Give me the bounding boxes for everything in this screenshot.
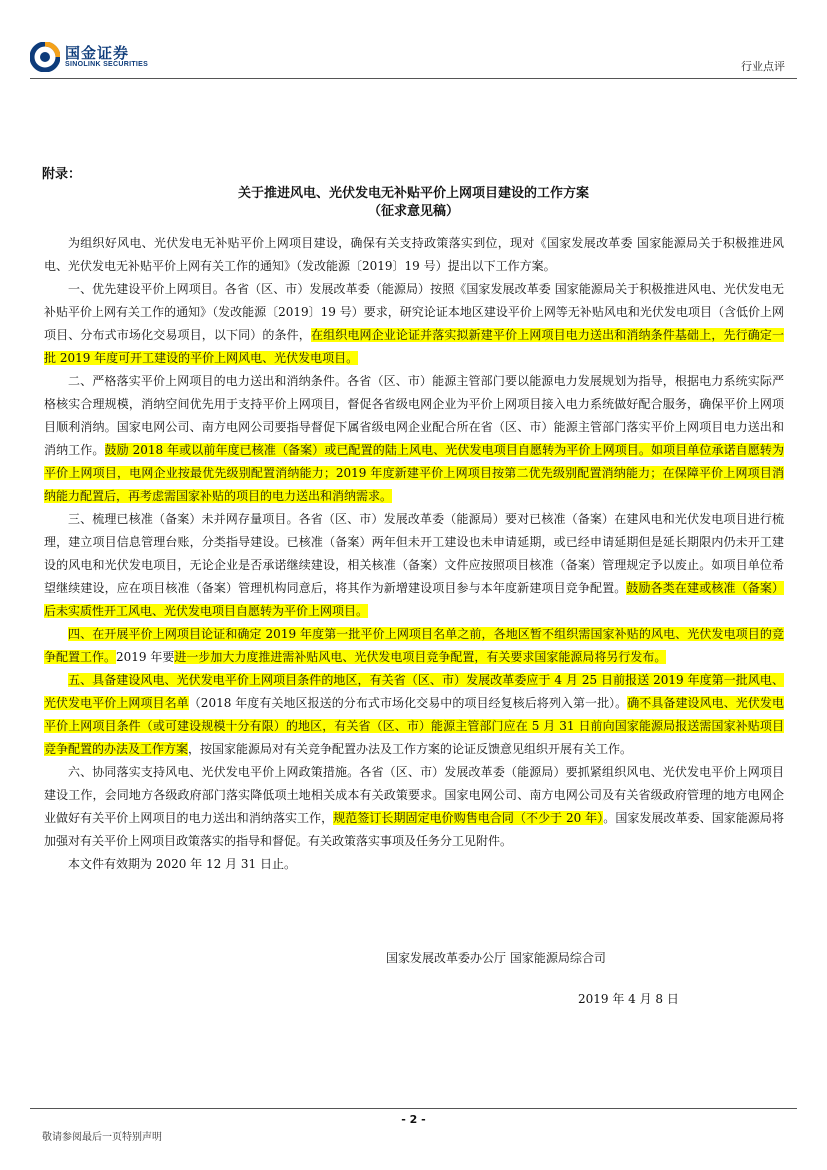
issuer-signature: 国家发展改革委办公厅 国家能源局综合司 xyxy=(386,951,606,965)
paragraph-text: 六、协同落实支持风电、光伏发电平价上网政策措施。各省（区、市）发展改革委（能源局）要抓紧组织风电、光伏发电平价上网项目建设工作，会同地方各级政府部门落实降低项土地相关成本有关政策要求。国家电网公司、南方电网公司及有关省级政府管理的地方电网企业做好有关平价上网项目的电力送出和消纳落实工作， xyxy=(44,765,784,825)
issue-date: 2019 年 4 月 8 日 xyxy=(578,992,679,1006)
body-paragraph xyxy=(44,669,784,761)
page-number: - 2 - xyxy=(401,1113,426,1126)
highlighted-text: 鼓励 2018 年或以前年度已核准（备案）或已配置的陆上风电、光伏发电项目自愿转为平价上网项目。如项目单位承诺自愿转为平价上网项目，电网企业按最优先级别配置消纳能力；2019 年度新建平价上网项目按第二优先级别配置消纳能力；在保障平价上网项目消纳能力配置后，再考虑需国家补贴的项目的电力送出和消纳需求。 xyxy=(44,443,784,503)
highlighted-text: 在组织电网企业论证并落实拟新建平价上网项目电力送出和消纳条件基础上，先行确定一批 2019 年度可开工建设的平价上网风电、光伏发电项目。 xyxy=(44,328,784,365)
highlighted-text: 五、具备建设风电、光伏发电平价上网项目条件的地区，有关省（区、市）发展改革委应于 4 月 25 日前报送 2019 年度第一批风电、光伏发电平价上网项目名单 xyxy=(44,673,784,710)
body-paragraph xyxy=(44,370,784,508)
highlighted-text: 鼓励各类在建或核准（备案）后未实质性开工风电、光伏发电项目自愿转为平价上网项目。 xyxy=(44,581,784,618)
appendix-label: 附录： xyxy=(42,167,82,182)
body-paragraph xyxy=(44,761,784,853)
paragraph-text: 本文件有效期为 2020 年 12 月 31 日止。 xyxy=(68,857,296,871)
body-paragraph xyxy=(44,232,784,278)
highlighted-text: 规范签订长期固定电价购售电合同（不少于 20 年） xyxy=(333,811,604,825)
document-body xyxy=(44,232,784,876)
body-paragraph xyxy=(44,623,784,669)
paragraph-text: ，按国家能源局对有关竞争配置办法及工作方案的论证反馈意见组织开展有关工作。 xyxy=(188,742,633,756)
body-paragraph xyxy=(44,508,784,623)
paragraph-text: 三、梳理已核准（备案）未并网存量项目。各省（区、市）发展改革委（能源局）要对已核准（备案）在建风电和光伏发电项目进行梳理，建立项目信息管理台账，分类指导建设。已核准（备案）两年但未开工建设也未申请延期，或已经申请延期但是延长期限内仍未开工建设的风电和光伏发电项目，无论企业是否承诺继续建设，相关核准（备案）文件应按照项目核准（备案）管理规定予以废止。如项目单位希望继续建设，应在项目核准（备案）管理机构同意后，将其作为新增建设项目参与本年度新建项目竞争配置。 xyxy=(44,512,784,595)
footer-divider xyxy=(30,1108,797,1109)
body-paragraph xyxy=(44,853,784,876)
header-divider xyxy=(30,78,797,79)
highlighted-text: 四、在开展平价上网项目论证和确定 2019 年度第一批平价上网项目名单之前，各地区暂不组织需国家补贴的风电、光伏发电项目的竞争配置工作。 xyxy=(44,627,784,664)
document-title: 关于推进风电、光伏发电无补贴平价上网项目建设的工作方案 xyxy=(237,186,589,201)
paragraph-text: 一、优先建设平价上网项目。各省（区、市）发展改革委（能源局）按照《国家发展改革委 国家能源局关于积极推进风电、光伏发电无补贴平价上网有关工作的通知》（发改能源〔2019〕19 号）要求，研究论证本地区建设平价上网等无补贴风电和光伏发电项目（含低价上网项目、分布式市场化交易项目，以下同）的条件， xyxy=(44,282,784,342)
document-subtitle: （征求意见稿） xyxy=(367,204,459,219)
footer-disclaimer: 敬请参阅最后一页特别声明 xyxy=(42,1132,162,1143)
paragraph-text: （2018 年度有关地区报送的分布式市场化交易中的项目经复核后将列入第一批）。 xyxy=(188,696,628,710)
brand-logo xyxy=(30,42,148,72)
brand-name-cn: 国金证券 xyxy=(65,44,130,62)
highlighted-text: 确不具备建设风电、光伏发电平价上网项目条件（或可建设规模十分有限）的地区，有关省（区、市）能源主管部门应在 5 月 31 日前向国家能源局报送需国家补贴项目竞争配置的办法及工作方案 xyxy=(44,696,784,756)
paragraph-text: 为组织好风电、光伏发电无补贴平价上网项目建设，确保有关支持政策落实到位，现对《国家发展改革委 国家能源局关于积极推进风电、光伏发电无补贴平价上网有关工作的通知》（发改能源〔2019〕19 号）提出以下工作方案。 xyxy=(44,236,784,273)
body-paragraph xyxy=(44,278,784,370)
paragraph-text: 。国家发展改革委、国家能源局将加强对有关平价上网项目政策落实的指导和督促。有关政策落实事项及任务分工见附件。 xyxy=(44,811,784,848)
sinolink-logo-icon xyxy=(30,42,60,72)
highlighted-text: 进一步加大力度推进需补贴风电、光伏发电项目竞争配置，有关要求国家能源局将另行发布。 xyxy=(174,650,667,664)
brand-name-en: SINOLINK SECURITIES xyxy=(65,61,149,68)
document-type-label: 行业点评 xyxy=(741,60,785,73)
paragraph-text: 2019 年要 xyxy=(116,650,175,664)
page-header xyxy=(0,0,827,90)
paragraph-text: 二、严格落实平价上网项目的电力送出和消纳条件。各省（区、市）能源主管部门要以能源电力发展规划为指导，根据电力系统实际严格核实合理规模，消纳空间优先用于支持平价上网项目，督促各省级电网企业为平价上网项目接入电力系统做好配合服务，确保平价上网项目顺利消纳。国家电网公司、南方电网公司要指导督促下属省级电网企业配合所在省（区、市）能源主管部门落实平价上网项目电力送出和消纳工作。 xyxy=(44,374,784,457)
